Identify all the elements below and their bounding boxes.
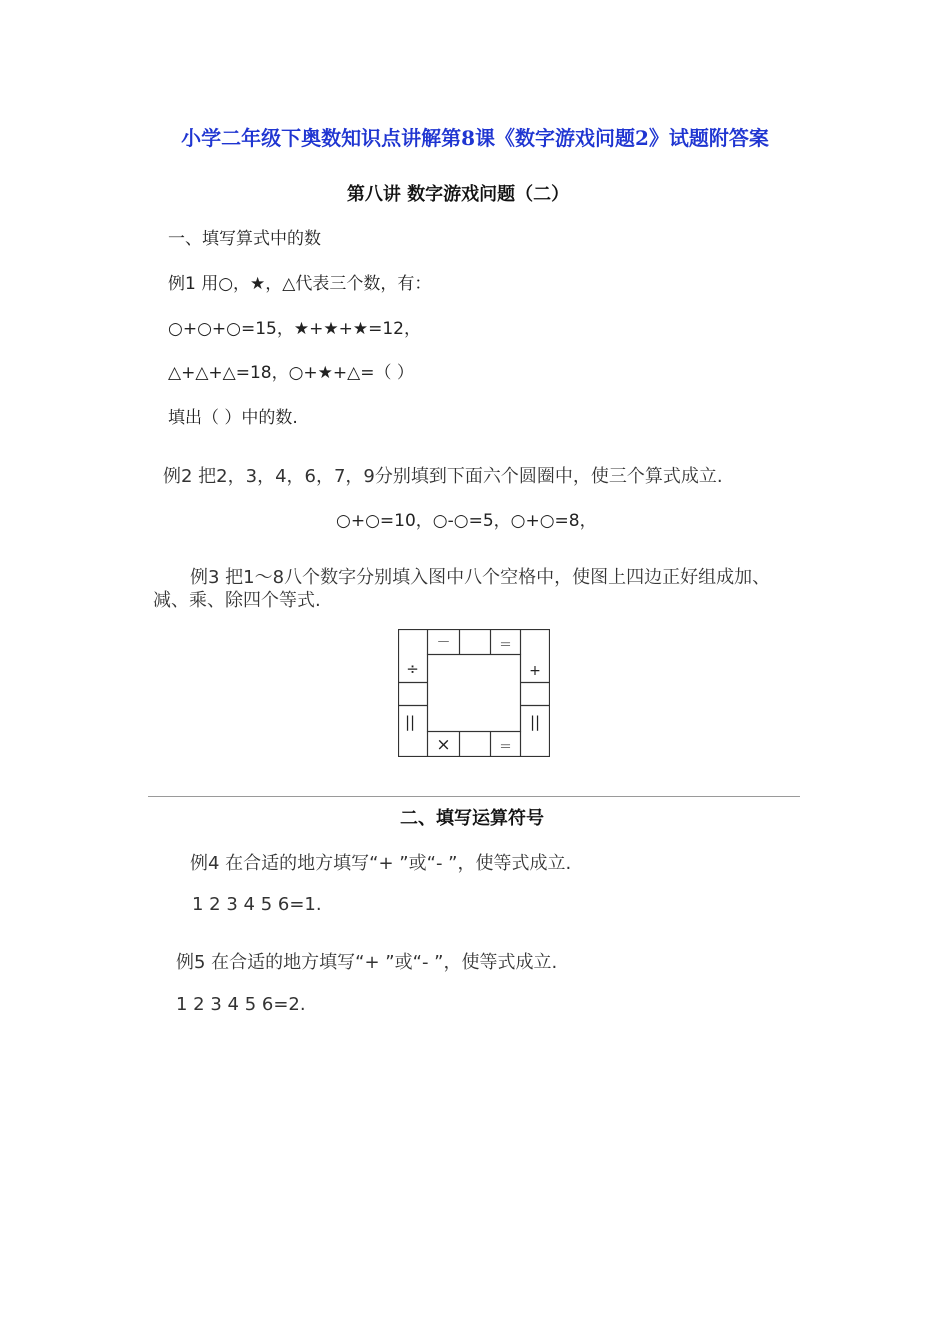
example1-line3: △+△+△=18，○+★+△=（ ） xyxy=(168,363,414,383)
grid-bottom-times: × xyxy=(436,735,451,755)
grid-top-minus: － xyxy=(436,635,451,651)
example1-line1: 例1 用○，★，△代表三个数，有： xyxy=(168,274,432,294)
section2-heading: 二、填写运算符号 xyxy=(400,808,544,829)
document-title: 小学二年级下奥数知识点讲解第8课《数字游戏问题2》试题附答案 xyxy=(181,126,769,150)
grid-left-equals: || xyxy=(404,713,416,731)
example1-line4: 填出（ ）中的数. xyxy=(168,408,298,428)
grid-right-plus: + xyxy=(529,663,541,679)
example5-line1: 例5 在合适的地方填写“+ ”或“- ”，使等式成立. xyxy=(176,952,558,973)
grid-right-equals: || xyxy=(529,713,541,731)
section-divider xyxy=(148,796,800,797)
example3-line1: 例3 把1～8八个数字分别填入图中八个空格中，使图上四边正好组成加、 xyxy=(190,567,771,588)
example3-line2: 减、乘、除四个等式. xyxy=(153,590,321,611)
example4-line2: 1 2 3 4 5 6=1. xyxy=(192,894,322,915)
lesson-title: 第八讲 数字游戏问题（二） xyxy=(346,184,570,205)
example1-line2: ○+○+○=15，★+★+★=12， xyxy=(168,319,421,339)
example4-line1: 例4 在合适的地方填写“+ ”或“- ”，使等式成立. xyxy=(190,853,572,874)
example2-line2: ○+○=10，○-○=5，○+○=8， xyxy=(336,511,597,531)
grid-bottom-equals: ＝ xyxy=(498,740,513,755)
section1-heading: 一、填写算式中的数 xyxy=(168,229,321,249)
example2-line1: 例2 把2，3，4，6，7，9分别填到下面六个圆圈中，使三个算式成立. xyxy=(163,466,723,487)
equation-grid-diagram xyxy=(398,629,550,757)
example5-line2: 1 2 3 4 5 6=2. xyxy=(176,994,306,1015)
grid-top-equals: ＝ xyxy=(498,638,513,653)
grid-left-divide: ÷ xyxy=(406,660,419,678)
